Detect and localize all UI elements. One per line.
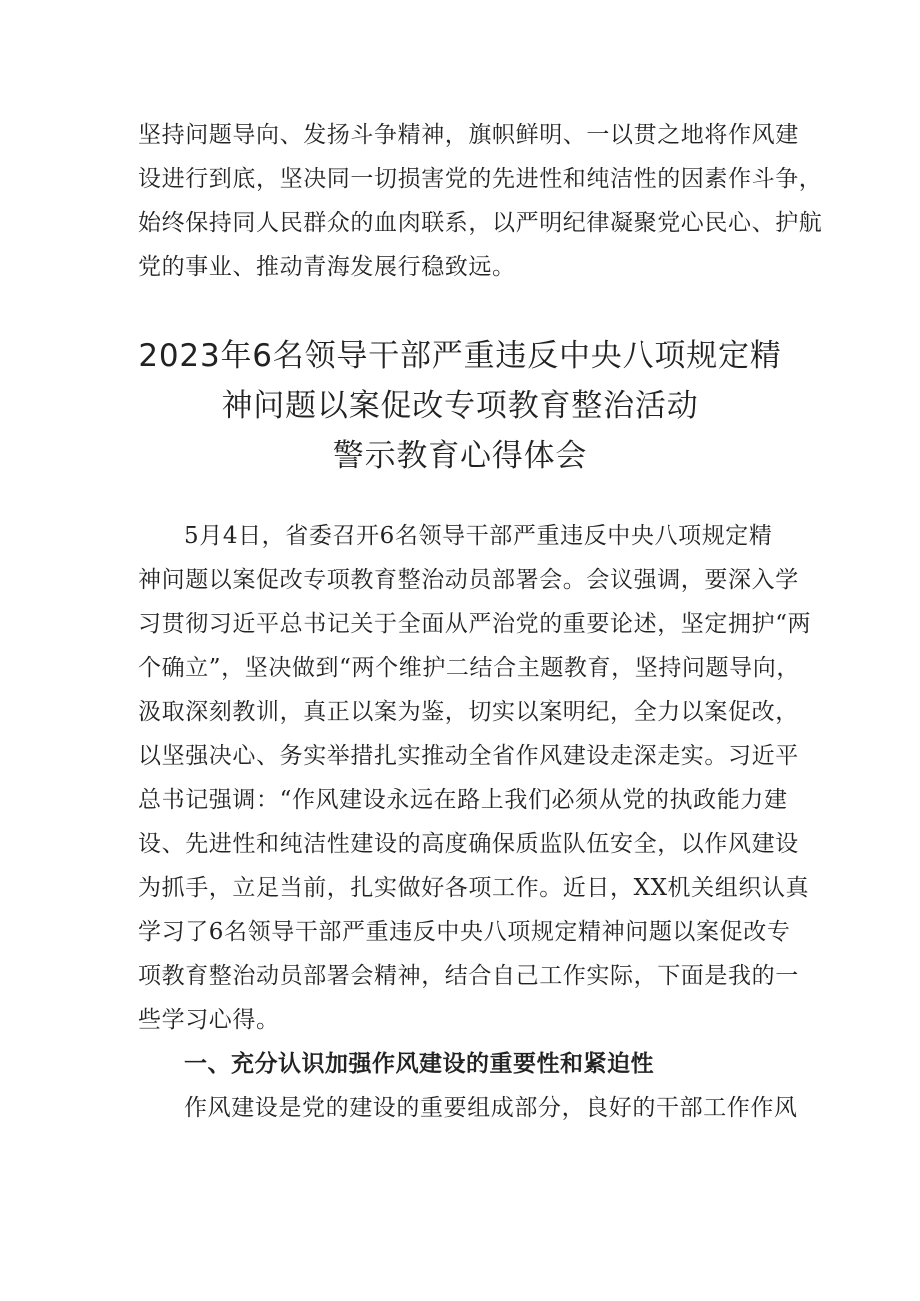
body-paragraph-line: 总书记强调：“作风建设永远在路上我们必须从党的执政能力建 bbox=[138, 787, 788, 813]
body-paragraph-line: 设、先进性和纯洁性建设的高度确保质监队伍安全，以作风建设 bbox=[138, 831, 799, 857]
body-paragraph-line: 项教育整治动员部署会精神，结合自己工作实际，下面是我的一 bbox=[138, 963, 799, 989]
document-title-line: 2023年6名领导干部严重违反中央八项规定精 bbox=[138, 338, 782, 374]
document-title-line: 神问题以案促改专项教育整治活动 bbox=[221, 388, 699, 424]
document-title-line: 警示教育心得体会 bbox=[332, 438, 588, 474]
body-paragraph-line: 5月4日，省委召开6名领导干部严重违反中央八项规定精 bbox=[184, 523, 773, 549]
section-paragraph-line: 作风建设是党的建设的重要组成部分，良好的干部工作作风 bbox=[184, 1095, 798, 1121]
section-heading: 一、充分认识加强作风建设的重要性和紧迫性 bbox=[184, 1051, 654, 1077]
body-paragraph-line: 些学习心得。 bbox=[138, 1007, 280, 1033]
body-paragraph-line: 学习了6名领导干部严重违反中央八项规定精神问题以案促改专 bbox=[138, 919, 791, 945]
body-paragraph-line: 为抓手，立足当前，扎实做好各项工作。近日，XX机关组织认真 bbox=[138, 875, 810, 901]
intro-paragraph-line: 设进行到底，坚决同一切损害党的先进性和纯洁性的因素作斗争， bbox=[138, 166, 823, 192]
body-paragraph-line: 汲取深刻教训，真正以案为鉴，切实以案明纪，全力以案促改， bbox=[138, 699, 799, 725]
body-paragraph-line: 以坚强决心、务实举措扎实推动全省作风建设走深走实。习近平 bbox=[138, 743, 799, 769]
intro-paragraph-line: 坚持问题导向、发扬斗争精神，旗帜鲜明、一以贯之地将作风建 bbox=[138, 122, 799, 148]
intro-paragraph-line: 始终保持同人民群众的血肉联系，以严明纪律凝聚党心民心、护航 bbox=[138, 210, 823, 236]
body-paragraph-line: 个确立”，坚决做到“两个维护二结合主题教育，坚持问题导向， bbox=[138, 655, 800, 681]
body-paragraph-line: 习贯彻习近平总书记关于全面从严治党的重要论述，坚定拥护“两 bbox=[138, 611, 812, 637]
body-paragraph-line: 神问题以案促改专项教育整治动员部署会。会议强调，要深入学 bbox=[138, 567, 799, 593]
intro-paragraph-line: 党的事业、推动青海发展行稳致远。 bbox=[138, 254, 516, 280]
